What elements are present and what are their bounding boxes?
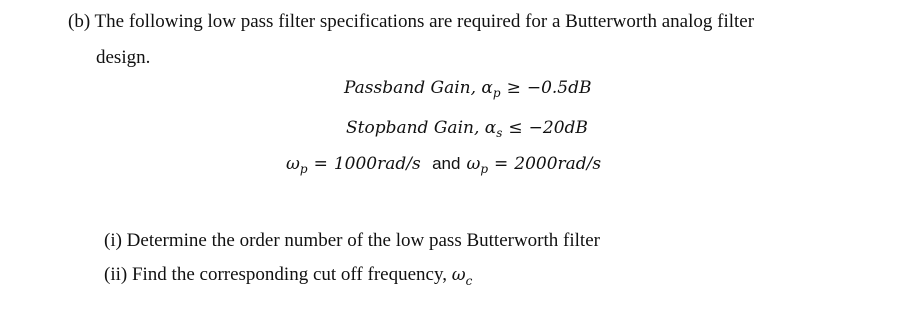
frequency-spec <box>286 152 601 176</box>
passband-frequency-value: 1000rad/s <box>333 154 421 174</box>
omega-subscript: p <box>299 162 308 176</box>
omega-symbol: ω <box>286 154 300 174</box>
stopband-gain-spec <box>346 116 588 140</box>
part-ii-text: (ii) Find the corresponding cut off frequency, <box>104 264 452 285</box>
passband-gain-spec <box>344 76 592 100</box>
alpha-subscript: p <box>492 86 501 100</box>
stopband-frequency-value: 2000rad/s <box>514 154 602 174</box>
omega-symbol: ω <box>451 265 466 285</box>
equals-sign: = <box>494 154 509 174</box>
relation-sign: ≤ <box>508 118 523 138</box>
equals-sign: = <box>313 154 328 174</box>
relation-sign: ≥ <box>506 78 521 98</box>
passband-label: Passband Gain, <box>344 78 482 98</box>
omega-subscript: p <box>480 162 489 176</box>
passband-value: −0.5dB <box>526 78 592 98</box>
stopband-label: Stopband Gain, <box>346 118 485 138</box>
alpha-subscript: s <box>496 126 503 140</box>
alpha-symbol: α <box>481 78 493 98</box>
omega-symbol: ω <box>466 154 481 174</box>
stopband-value: −20dB <box>528 118 588 138</box>
question-intro-line1: (b) The following low pass filter specifications are required for a Butterworth analog filter <box>68 11 755 32</box>
conjunction-text: and <box>432 154 461 173</box>
alpha-symbol: α <box>484 118 497 138</box>
question-part-ii <box>104 263 472 293</box>
question-intro-line2: design. <box>96 47 151 68</box>
question-part-i: (i) Determine the order number of the low pass Butterworth filter <box>104 230 600 251</box>
omega-subscript: c <box>465 273 473 288</box>
